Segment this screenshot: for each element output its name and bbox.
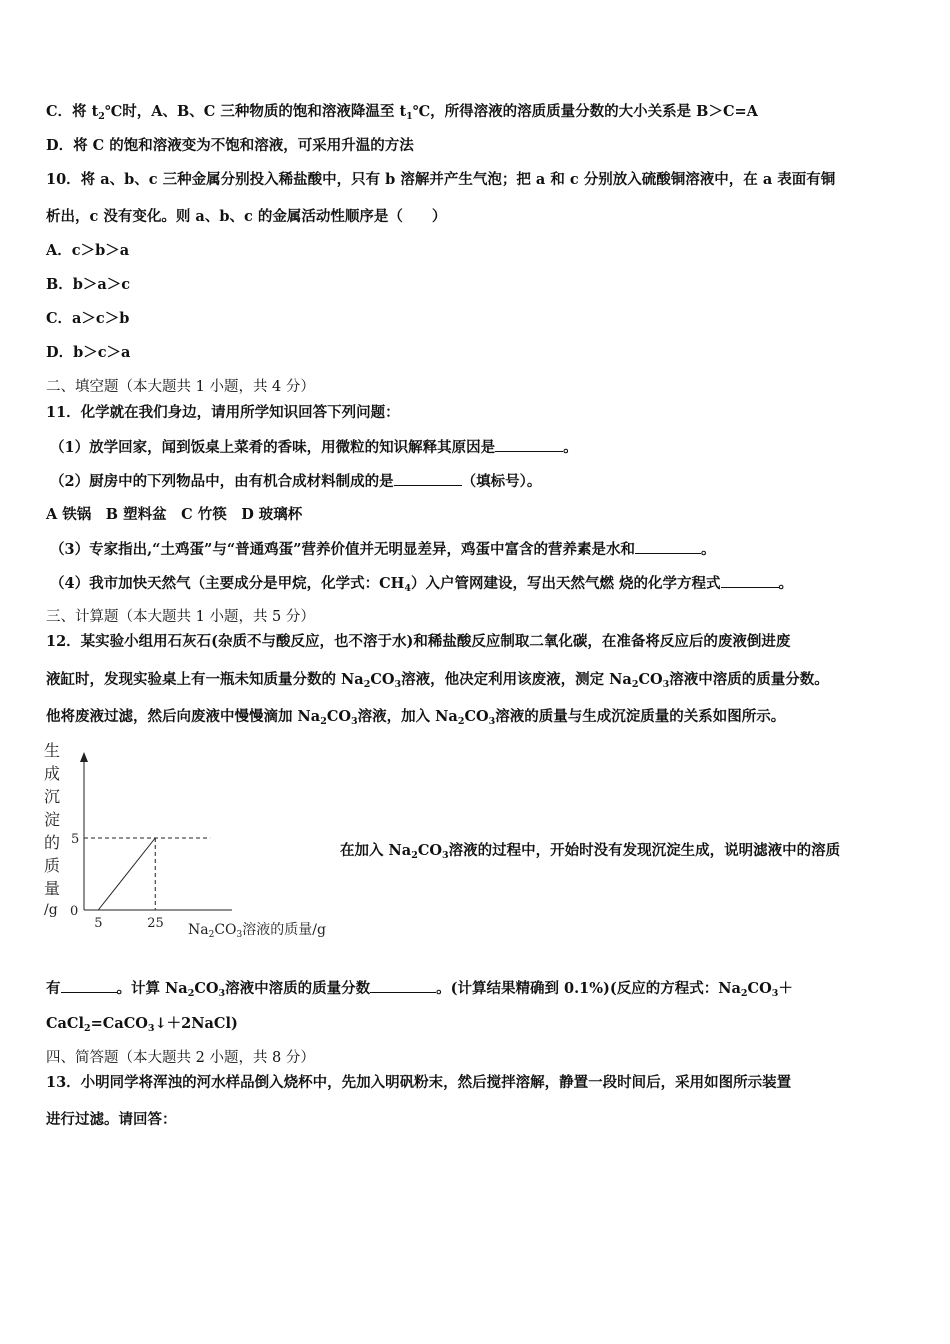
q10-option-c: C．a＞c＞b [46,310,130,327]
q11-part1: （1）放学回家，闻到饭桌上菜肴的香味，用微粒的知识解释其原因是 。 [50,439,578,456]
precipitate-chart [40,738,350,943]
series-line [98,838,155,910]
q12-line2: 液缸时，发现实验桌上有一瓶未知质量分数的 $Na_2CO_3$溶液，他决定利用该废液，测定 $Na_2CO_3$溶液中溶质的质量分数。 [46,671,829,690]
q13-line1: 13．小明同学将浑浊的河水样品倒入烧杯中，先加入明矾粉末，然后搅拌溶解，静置一段时间后，采用如图所示装置 [46,1074,792,1091]
origin-label: 0 [70,904,79,919]
q13-line2: 进行过滤。请回答： [46,1111,177,1128]
section4-heading: 四、简答题（本大题共 2 小题，共 8 分） [46,1050,315,1066]
q11-part2: （2）厨房中的下列物品中，由有机合成材料制成的是 （填标号）。 [50,473,542,490]
q12-side-text: 在加入 $Na_2CO_3$溶液的过程中，开始时没有发现沉淀生成，说明滤液中的溶质 [340,842,841,861]
q9-option-d: D．将 C 的饱和溶液变为不饱和溶液，可采用升温的方法 [46,137,414,154]
q11-part4: （4）我市加快天然气（主要成分是甲烷，化学式：$CH_4$）入户管网建设，写出天然气燃 烧的化学方程式 。 [50,575,793,594]
y-axis-label [44,741,60,918]
q12-line3: 他将废液过滤，然后向废液中慢慢滴加 $Na_2CO_3$溶液，加入 $Na_2CO_3$溶液的质量与生成沉淀质量的关系如图所示。 [46,708,786,727]
y-label-char: 淀 [44,810,61,829]
q10-stem-line1: 10．将 a、b、c 三种金属分别投入稀盐酸中，只有 b 溶解并产生气泡；把 a 和 c 分别放入硫酸铜溶液中，在 a 表面有铜 [46,171,836,188]
y-label-char: 成 [44,764,61,783]
q9-option-c: C．将 $t_2℃$时，A、B、C 三种物质的饱和溶液降温至 $t_1℃$，所得溶液的溶质质量分数的大小关系是 B＞C=A [46,103,758,122]
y-label-unit: /g [44,902,58,918]
q10-stem-line2: 析出，c 没有变化。则 a、b、c 的金属活动性顺序是（ ） [46,208,447,225]
y-label-char: 的 [44,833,61,852]
x-tick-label: 25 [147,916,164,931]
q10-option-d: D．b＞c＞a [46,344,131,361]
section3-heading: 三、计算题（本大题共 1 小题，共 5 分） [46,609,315,625]
y-tick-label: 5 [71,832,80,847]
y-label-char: 质 [44,856,61,875]
q11-part3: （3）专家指出,“土鸡蛋”与“普通鸡蛋”营养价值并无明显差异，鸡蛋中富含的营养素是水和 。 [50,541,716,558]
y-axis-arrow [80,752,88,762]
q12-equation-line: CaCl$_2$=CaCO$_3$↓＋2NaCl) [46,1015,238,1034]
q10-option-b: B．b＞a＞c [46,276,131,293]
q11-choices: A 铁锅 B 塑料盆 C 竹筷 D 玻璃杯 [46,506,303,523]
q12-line1: 12．某实验小组用石灰石(杂质不与酸反应，也不溶于水)和稀盐酸反应制取二氧化碳，在准备将反应后的废液倒进废 [46,633,791,650]
x-axis-label: $Na_2CO_3$溶液的质量/g [188,922,326,940]
x-tick-label: 5 [94,916,103,931]
section2-heading: 二、填空题（本大题共 1 小题，共 4 分） [46,379,315,395]
q11-stem: 11．化学就在我们身边，请用所学知识回答下列问题： [46,404,400,421]
q10-option-a: A．c＞b＞a [46,242,130,259]
q12-answer-line: 有 。计算 $Na_2CO_3$溶液中溶质的质量分数 。(计算结果精确到 0.1%)(反应的方程式：$Na_2CO_3+$ [46,980,793,999]
y-label-char: 生 [44,741,61,760]
y-label-char: 沉 [44,787,61,806]
y-label-char: 量 [44,879,61,898]
